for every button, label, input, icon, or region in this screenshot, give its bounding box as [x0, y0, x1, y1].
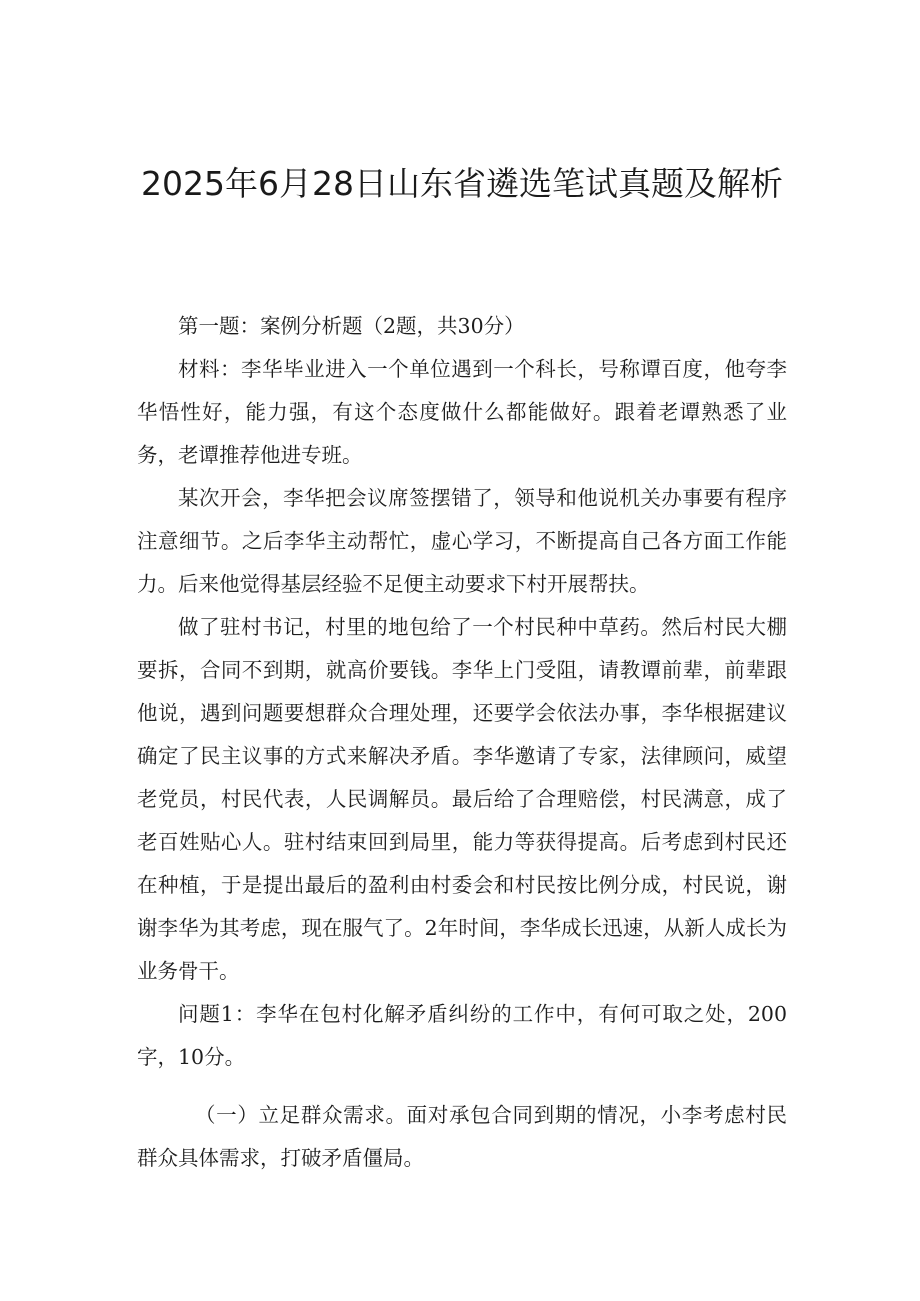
material-paragraph-2: 某次开会，李华把会议席签摆错了，领导和他说机关办事要有程序注意细节。之后李华主动帮忙，虚心学习，不断提高自己各方面工作能力。后来他觉得基层经验不足便主动要求下村开展帮扶。 — [137, 486, 787, 596]
answer-section-1: （一）立足群众需求。面对承包合同到期的情况，小李考虑村民群众具体需求，打破矛盾僵局。 — [137, 1103, 787, 1170]
question-1: 问题1：李华在包村化解矛盾纠纷的工作中，有何可取之处，200字，10分。 — [137, 1002, 787, 1069]
document-title: 2025年6月28日山东省遴选笔试真题及解析 — [141, 164, 783, 203]
material-paragraph-3: 做了驻村书记，村里的地包给了一个村民种中草药。然后村民大棚要拆，合同不到期，就高价要钱。李华上门受阻，请教谭前辈，前辈跟他说，遇到问题要想群众合理处理，还要学会依法办事，李华根据建议确定了民主议事的方式来解决矛盾。李华邀请了专家，法律顾问，威望老党员，村民代表，人民调解员。最后给了合理赔偿，村民满意，成了老百姓贴心人。驻村结束回到局里，能力等获得提高。后考虑到村民还在种植，于是提出最后的盈利由村委会和村民按比例分成，村民说，谢谢李华为其考虑，现在服气了。2年时间，李华成长迅速，从新人成长为业务骨干。 — [137, 615, 787, 983]
question-heading: 第一题：案例分析题（2题，共30分） — [178, 314, 525, 338]
material-paragraph-1: 材料：李华毕业进入一个单位遇到一个科长，号称谭百度，他夸李华悟性好，能力强，有这个态度做什么都能做好。跟着老谭熟悉了业务，老谭推荐他进专班。 — [137, 357, 787, 467]
document-body — [137, 305, 787, 1180]
